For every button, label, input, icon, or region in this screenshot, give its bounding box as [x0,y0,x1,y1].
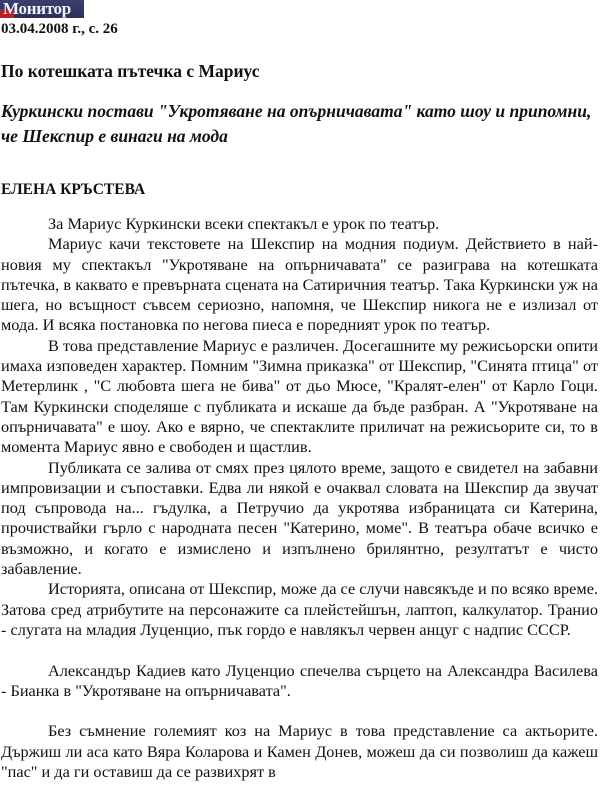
paragraph: Мариус качи текстовете на Шекспир на модния подиум. Действието в най-новия му спектакъл "Укротяване на опърничавата" се разиграва на котешката пътечка, в каквато е превърната сцената на Сатиричния театър. Така Куркински уж на шега, но всъщност съвсем сериозно, напомня, че Шекспир никога не е излизал от мода. И всяка постановка по негова пиеса е поредният урок по театър. [1,234,598,335]
article-headline: По котешката пътечка с Мариус [1,61,260,81]
paragraph: За Мариус Куркински всеки спектакъл е урок по театър. [48,214,440,233]
paragraph: Историята, описана от Шекспир, може да се случи навсякъде и по всяко време. Затова сред атрибутите на персонажите са плейстейшън, лаптоп, калкулатор. Транио - слугата на младия Луценцио, пък гордо е навлякъл червен анцуг с надпис СССР. [1,579,598,639]
photo-caption-paragraph: Александър Кадиев като Луценцио спечелва сърцето на Александра Василева - Бианка в "Укротяване на опърничавата". [1,660,598,700]
paragraph: В това представление Мариус е различен. Досегашните му режисьорски опити имаха изповеден характер. Помним "Зимна приказка" от Шекспир, "Синята птица" от Метерлинк , "С любовта шега не бива" от дьо Мюсе, "Кралят-елен" от Карло Гоци. Там Куркински споделяше с публиката и искаше да бъде разбран. А "Укротяване на опърничавата" е шоу. Ако е вярно, че спектаклите приличат на режисьорите си, то в момента Мариус явно е свободен и щастлив. [1,335,598,457]
paragraph: Без съмнение големият коз на Мариус в това представление са актьорите. Държиш ли аса като Вяра Коларова и Камен Донев, можеш да си позволиш да кажеш "пас" и да ги оставиш да се развихрят в [1,721,598,782]
publication-logo [0,0,84,18]
logo-text: Монитор [3,0,71,18]
date-line: 03.04.2008 г., с. 26 [1,21,118,37]
article-author: ЕЛЕНА КРЪСТЕВА [1,181,146,198]
paragraph: Публиката се залива от смях през цялото време, защото е свидетел на забавни импровизации и съпоставки. Едва ли някой е очаквал словата на Шекспир да звучат под съпровода на... гъдулка, а Петручио да укротява избраницата си Катерина, прочиствайки гърло с народната песен "Катерино, моме". В театъра обаче всичко е възможно, и когато е измислено и изпълнено брилянтно, резултатът е чисто забавление. [1,457,598,579]
article-subheadline: Куркински постави "Укротяване на опърничавата" като шоу и припомни, че Шекспир е винаги на мода [1,101,592,146]
article-body [1,214,598,782]
